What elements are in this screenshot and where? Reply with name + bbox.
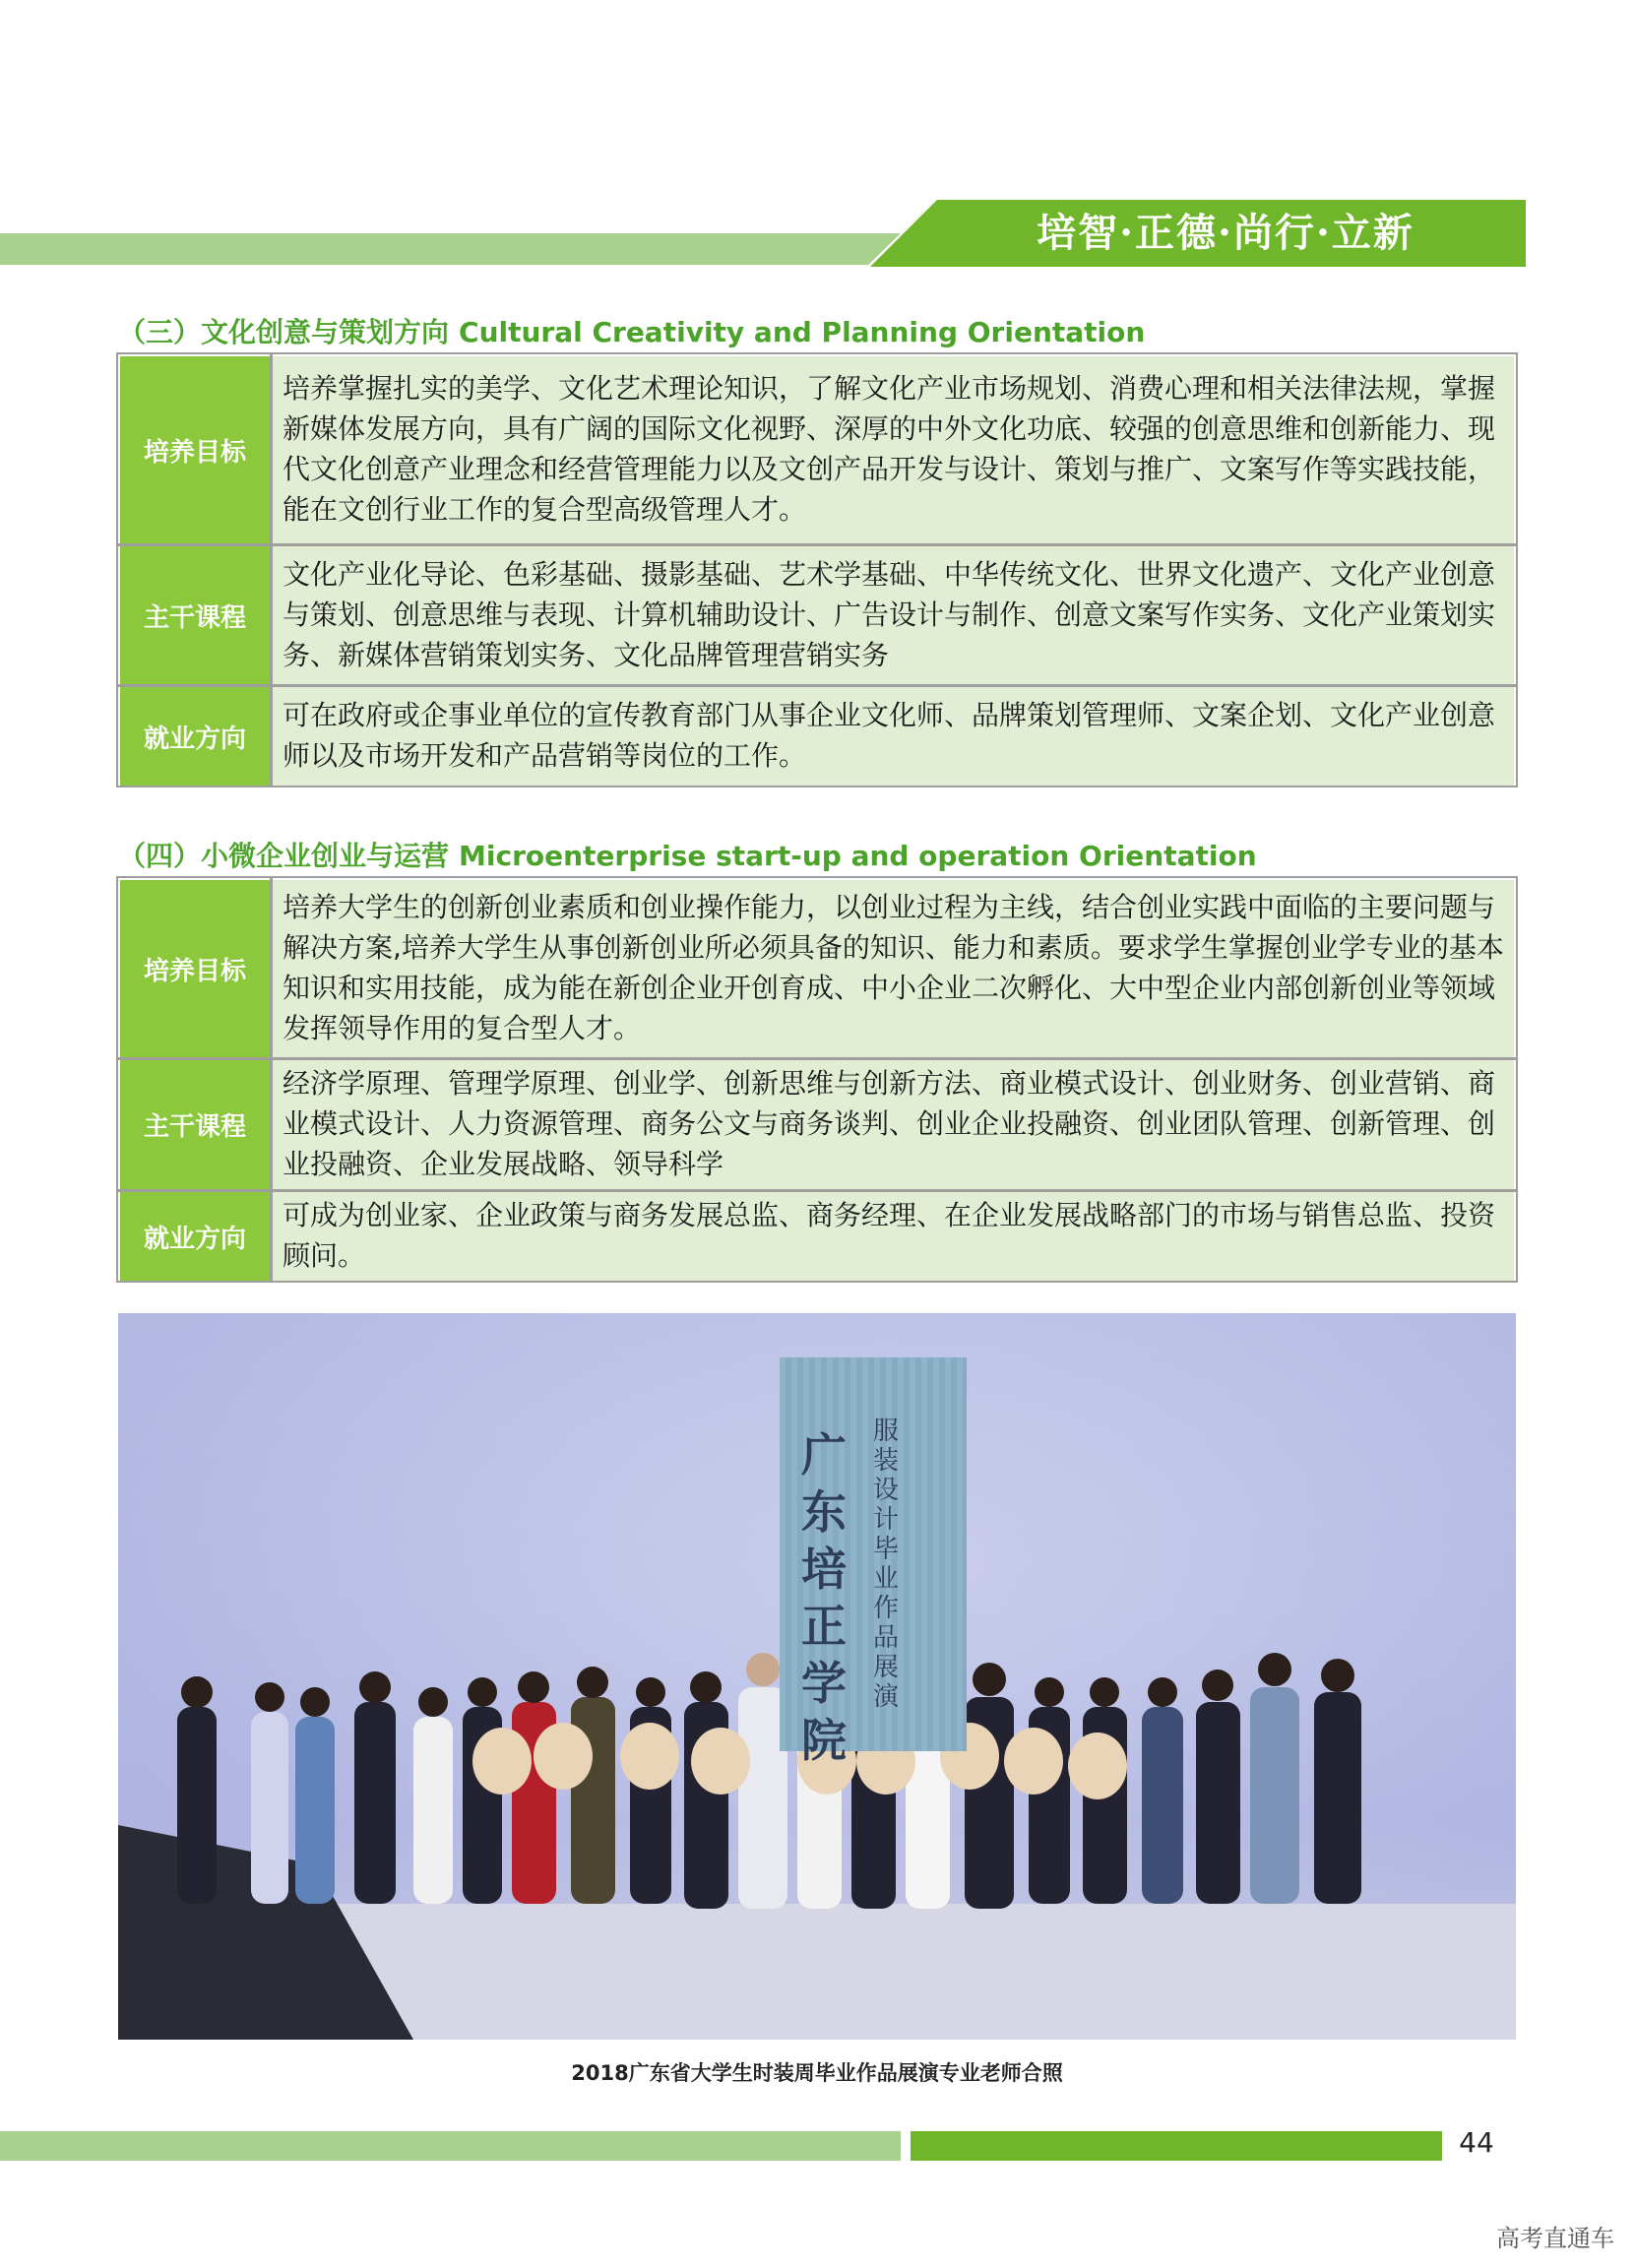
- footer-band-dark: [911, 2131, 1442, 2161]
- section-title-en: Cultural Creativity and Planning Orientation: [459, 316, 1146, 348]
- row-label: 培养目标: [119, 879, 272, 1059]
- section-title-microenterprise: [118, 835, 1257, 874]
- table-row: [119, 545, 1515, 686]
- table-row: [119, 355, 1515, 545]
- row-text: 文化产业化导论、色彩基础、摄影基础、艺术学基础、中华传统文化、世界文化遗产、文化产业创意与策划、创意思维与表现、计算机辅助设计、广告设计与制作、创意文案写作实务、文化产业策划实务、新媒体营销策划实务、文化品牌管理营销实务: [272, 545, 1516, 686]
- page-number: 44: [1459, 2126, 1494, 2159]
- program-table-cultural-creativity: [118, 354, 1516, 786]
- row-text: 经济学原理、管理学原理、创业学、创新思维与创新方法、商业模式设计、创业财务、创业营销、商业模式设计、人力资源管理、商务公文与商务谈判、创业企业投融资、创业团队管理、创新管理、创业投融资、企业发展战略、领导科学: [272, 1059, 1516, 1191]
- section-title-cultural-creativity: [118, 311, 1145, 350]
- row-text: 可成为创业家、企业政策与商务发展总监、商务经理、在企业发展战略部门的市场与销售总监、投资顾问。: [272, 1191, 1516, 1282]
- header-band-light: [0, 233, 984, 265]
- section-title-cn: （四）小微企业创业与运营: [118, 840, 450, 872]
- watermark: 高考直通车: [1496, 2225, 1614, 2252]
- banner-event-name: 服装设计毕业作品展演: [872, 1417, 899, 1712]
- row-label: 培养目标: [119, 355, 272, 545]
- table-row: [119, 1191, 1515, 1282]
- row-label: 就业方向: [119, 686, 272, 787]
- stage-banner: [780, 1357, 967, 1767]
- row-label: 就业方向: [119, 1191, 272, 1282]
- banner-school-name: 广东培正学院: [801, 1428, 847, 1767]
- group-photo: [118, 1313, 1516, 2040]
- table-row: [119, 879, 1515, 1059]
- row-text: 培养大学生的创新创业素质和创业操作能力，以创业过程为主线，结合创业实践中面临的主要问题与解决方案,培养大学生从事创新创业所必须具备的知识、能力和素质。要求学生掌握创业学专业的基本知识和实用技能，成为能在新创企业开创育成、中小企业二次孵化、大中型企业内部创新创业等领域发挥领导作用的复合型人才。: [272, 879, 1516, 1059]
- table-row: [119, 686, 1515, 787]
- program-table-microenterprise: [118, 878, 1516, 1281]
- section-title-cn: （三）文化创意与策划方向: [118, 316, 450, 348]
- section-title-en: Microenterprise start-up and operation Orientation: [459, 840, 1257, 872]
- row-text: 培养掌握扎实的美学、文化艺术理论知识，了解文化产业市场规划、消费心理和相关法律法规，掌握新媒体发展方向，具有广阔的国际文化视野、深厚的中外文化功底、较强的创意思维和创新能力、现代文化创意产业理念和经营管理能力以及文创产品开发与设计、策划与推广、文案写作等实践技能，能在文创行业工作的复合型高级管理人才。: [272, 355, 1516, 545]
- photo-caption: 2018广东省大学生时装周毕业作品展演专业老师合照: [571, 2061, 1063, 2085]
- header-slogan: 培智·正德·尚行·立新: [1037, 210, 1415, 256]
- row-label: 主干课程: [119, 1059, 272, 1191]
- row-label: 主干课程: [119, 545, 272, 686]
- footer-band-light: [0, 2131, 901, 2161]
- row-text: 可在政府或企事业单位的宣传教育部门从事企业文化师、品牌策划管理师、文案企划、文化产业创意师以及市场开发和产品营销等岗位的工作。: [272, 686, 1516, 787]
- table-row: [119, 1059, 1515, 1191]
